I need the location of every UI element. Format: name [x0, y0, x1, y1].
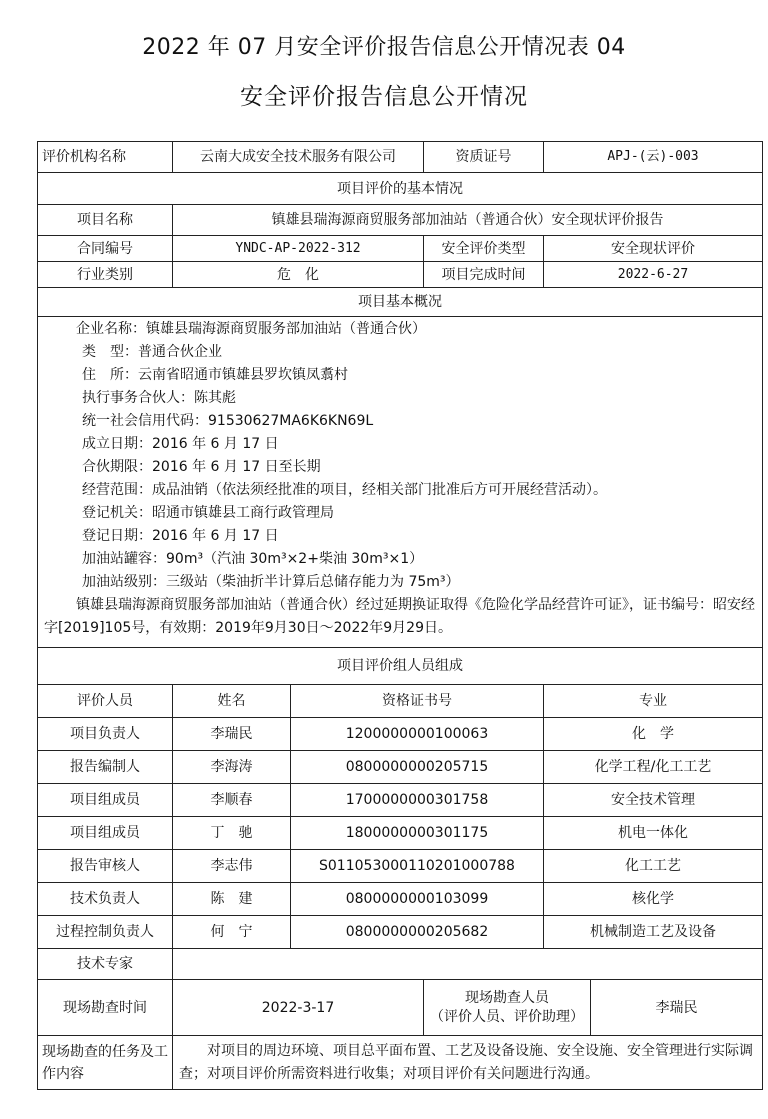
- survey-staff-label-line1: 现场勘查人员: [465, 989, 549, 1006]
- table-row: [38, 850, 763, 883]
- finish-value: 2022-6-27: [544, 262, 763, 288]
- overview-line: 经营范围：成品油销（依法须经批准的项目，经相关部门批准后方可开展经营活动）。: [82, 482, 607, 498]
- team-header-row: [38, 685, 763, 718]
- member-cert: 0800000000205682: [291, 916, 544, 949]
- member-cert: 1200000000100063: [291, 718, 544, 751]
- survey-task-label: 现场勘查的任务及工作内容: [38, 1036, 173, 1090]
- overview-section-title: 项目基本概况: [38, 288, 763, 317]
- col-header-cert: 资格证书号: [291, 685, 544, 718]
- industry-value: 危 化: [173, 262, 424, 288]
- disclosure-table: [37, 141, 763, 1090]
- finish-label: 项目完成时间: [424, 262, 544, 288]
- member-major: 化 学: [544, 718, 763, 751]
- station-grade-line: 加油站级别：三级站（柴油折半计算后总储存能力为 75m³）: [82, 574, 460, 590]
- team-section-title: 项目评价组人员组成: [38, 648, 763, 685]
- overview-line: 住 所：云南省昭通市镇雄县罗坎镇凤翥村: [82, 367, 348, 383]
- eval-type-label: 安全评价类型: [424, 236, 544, 262]
- basic-section-title: 项目评价的基本情况: [38, 173, 763, 205]
- org-name-label: 评价机构名称: [38, 142, 173, 173]
- survey-staff-label: [424, 980, 591, 1036]
- member-cert: S011053000110201000788: [291, 850, 544, 883]
- project-name-label: 项目名称: [38, 205, 173, 236]
- project-name-value: 镇雄县瑞海源商贸服务部加油站（普通合伙）安全现状评价报告: [173, 205, 763, 236]
- member-major: 核化学: [544, 883, 763, 916]
- table-row: [38, 817, 763, 850]
- overview-line: 类 型：普通合伙企业: [82, 344, 222, 360]
- tech-expert-label: 技术专家: [38, 949, 173, 980]
- col-header-role: 评价人员: [38, 685, 173, 718]
- col-header-name: 姓名: [173, 685, 291, 718]
- member-major: 化学工程/化工工艺: [544, 751, 763, 784]
- member-name: 何 宁: [173, 916, 291, 949]
- overview-line: 执行事务合伙人：陈其彪: [82, 390, 236, 406]
- member-role: 项目组成员: [38, 817, 173, 850]
- survey-time-value: 2022-3-17: [173, 980, 424, 1036]
- member-major: 化工工艺: [544, 850, 763, 883]
- member-name: 李志伟: [173, 850, 291, 883]
- member-role: 技术负责人: [38, 883, 173, 916]
- member-role: 报告审核人: [38, 850, 173, 883]
- document-subtitle: 安全评价报告信息公开情况: [240, 84, 528, 110]
- member-name: 陈 建: [173, 883, 291, 916]
- member-major: 安全技术管理: [544, 784, 763, 817]
- org-row: [38, 142, 763, 173]
- member-name: 丁 驰: [173, 817, 291, 850]
- overview-line: 登记机关：昭通市镇雄县工商行政管理局: [82, 505, 334, 521]
- overview-line: 登记日期：2016 年 6 月 17 日: [82, 528, 279, 544]
- contract-label: 合同编号: [38, 236, 173, 262]
- overview-text: [38, 317, 763, 648]
- member-name: 李瑞民: [173, 718, 291, 751]
- license-paragraph: 镇雄县瑞海源商贸服务部加油站（普通合伙）经过延期换证取得《危险化学品经营许可证》，证书编号：昭安经字[2019]105号，有效期：2019年9月30日～2022年9月29日。: [44, 597, 755, 636]
- member-role: 项目负责人: [38, 718, 173, 751]
- col-header-major: 专业: [544, 685, 763, 718]
- member-name: 李海涛: [173, 751, 291, 784]
- survey-staff-value: 李瑞民: [591, 980, 763, 1036]
- document-title: 2022 年 07 月安全评价报告信息公开情况表 04: [142, 35, 626, 60]
- tank-capacity-line: 加油站罐容：90m³（汽油 30m³×2+柴油 30m³×1）: [82, 551, 424, 567]
- member-role: 报告编制人: [38, 751, 173, 784]
- table-row: [38, 751, 763, 784]
- member-cert: 1700000000301758: [291, 784, 544, 817]
- cert-value: APJ-(云)-003: [544, 142, 763, 173]
- tech-expert-value: [173, 949, 763, 980]
- table-row: [38, 784, 763, 817]
- member-name: 李顺春: [173, 784, 291, 817]
- industry-label: 行业类别: [38, 262, 173, 288]
- member-cert: 0800000000103099: [291, 883, 544, 916]
- member-major: 机电一体化: [544, 817, 763, 850]
- member-role: 过程控制负责人: [38, 916, 173, 949]
- contract-value: YNDC-AP-2022-312: [173, 236, 424, 262]
- overview-line: 合伙期限：2016 年 6 月 17 日至长期: [82, 459, 321, 475]
- overview-line: 企业名称：镇雄县瑞海源商贸服务部加油站（普通合伙）: [76, 321, 426, 337]
- eval-type-value: 安全现状评价: [544, 236, 763, 262]
- member-cert: 0800000000205715: [291, 751, 544, 784]
- member-cert: 1800000000301175: [291, 817, 544, 850]
- cert-label: 资质证号: [424, 142, 544, 173]
- table-row: [38, 883, 763, 916]
- table-row: [38, 718, 763, 751]
- member-role: 项目组成员: [38, 784, 173, 817]
- org-name-value: 云南大成安全技术服务有限公司: [173, 142, 424, 173]
- survey-task-value: 对项目的周边环境、项目总平面布置、工艺及设备设施、安全设施、安全管理进行实际调查；对项目评价所需资料进行收集；对项目评价有关问题进行沟通。: [173, 1036, 763, 1090]
- overview-line: 成立日期：2016 年 6 月 17 日: [82, 436, 279, 452]
- survey-time-label: 现场勘查时间: [38, 980, 173, 1036]
- table-row: [38, 916, 763, 949]
- overview-line: 统一社会信用代码：91530627MA6K6KN69L: [82, 413, 374, 429]
- member-major: 机械制造工艺及设备: [544, 916, 763, 949]
- survey-staff-label-line2: （评价人员、评价助理）: [430, 1008, 584, 1025]
